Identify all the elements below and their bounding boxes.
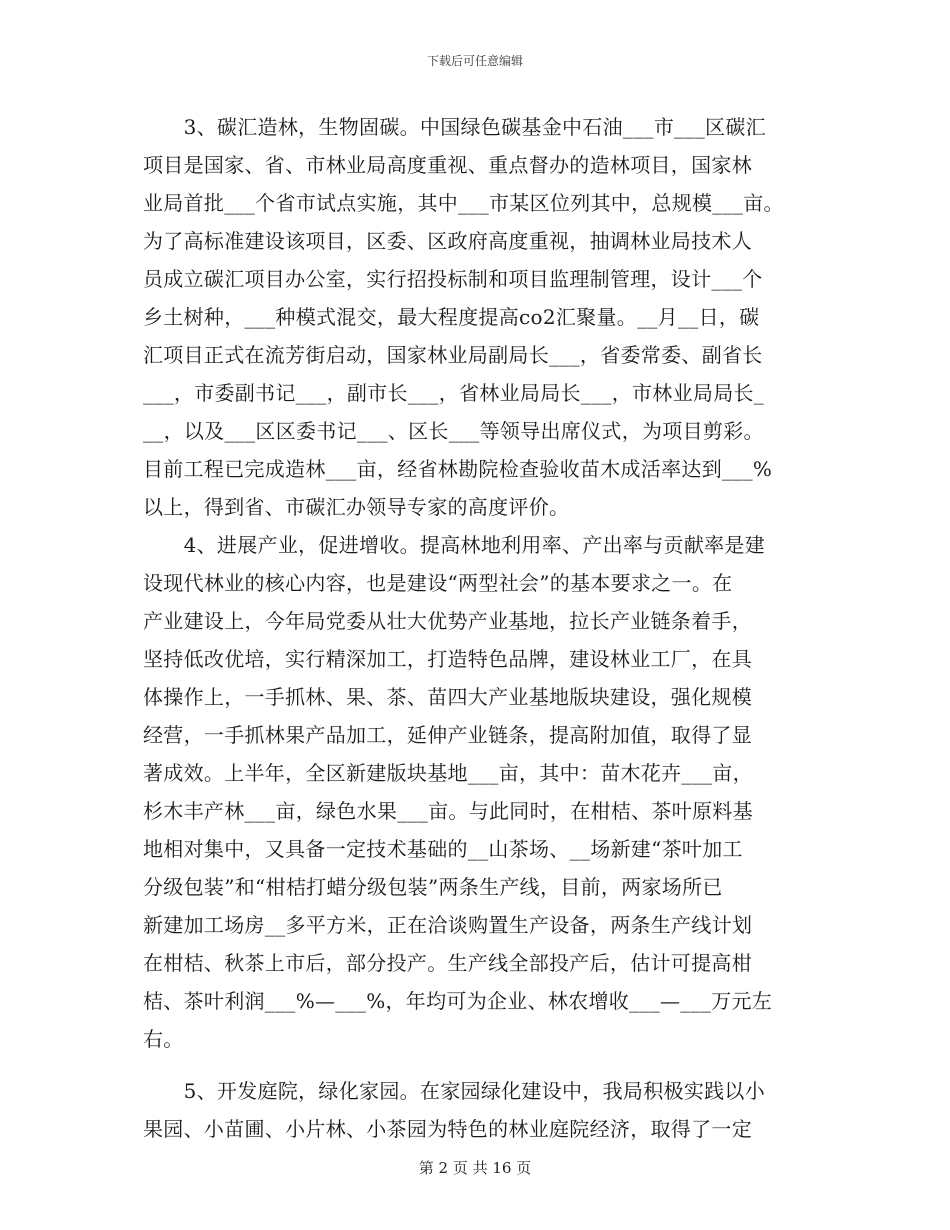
text-line: 目前工程已完成造林___亩，经省林勘院检查验收苗木成活率达到___% — [143, 457, 773, 481]
text-line: 桔、茶叶利润___%—___%，年均可为企业、林农增收___—___万元左 — [143, 989, 773, 1013]
page-footer: 第 2 页 共 16 页 — [418, 1159, 532, 1177]
text-line: 为了高标准建设该项目，区委、区政府高度重视，抽调林业局技术人 — [143, 229, 752, 253]
text-line: 乡土树种，___种模式混交，最大程度提高co2汇聚量。__月__日，碳 — [143, 305, 760, 329]
text-line: 产业建设上，今年局党委从壮大优势产业基地，拉长产业链条着手， — [143, 609, 752, 633]
text-line: 经营，一手抓林果产品加工，延伸产业链条，提高附加值，取得了显 — [143, 723, 752, 747]
text-line: 新建加工场房__多平方米，正在洽谈购置生产设备，两条生产线计划 — [143, 913, 753, 937]
text-line: 杉木丰产林___亩，绿色水果___亩。与此同时，在柑桔、茶叶原料基 — [143, 799, 753, 823]
text-line: 在柑桔、秋茶上市后，部分投产。生产线全部投产后，估计可提高柑 — [143, 951, 752, 975]
text-line: __，以及___区区委书记___、区长___等领导出席仪式，为项目剪彩。 — [143, 419, 764, 443]
text-line: 业局首批___个省市试点实施，其中___市某区位列其中，总规模___亩。 — [143, 191, 784, 215]
text-line: 体操作上，一手抓林、果、茶、苗四大产业基地版块建设，强化规模 — [143, 685, 752, 709]
text-line: 员成立碳汇项目办公室，实行招投标制和项目监理制管理，设计___个 — [143, 267, 763, 291]
text-line: 5、开发庭院，绿化家园。在家园绿化建设中，我局积极实践以小 — [143, 1079, 766, 1103]
text-line: ___，市委副书记___，副市长___，省林业局局长___，市林业局局长_ — [143, 381, 765, 405]
text-line: 汇项目正式在流芳街启动，国家林业局副局长___，省委常委、副省长 — [143, 343, 763, 367]
text-line: 地相对集中，又具备一定技术基础的__山茶场、__场新建“茶叶加工 — [143, 837, 743, 861]
text-line: 坚持低改优培，实行精深加工，打造特色品牌，建设林业工厂，在具 — [143, 647, 752, 671]
text-line: 分级包装”和“柑桔打蜡分级包装”两条生产线，目前，两家场所已 — [143, 875, 723, 899]
paragraph-3-carbon-forestry — [143, 108, 823, 526]
text-line: 设现代林业的核心内容，也是建设“两型社会”的基本要求之一。在 — [143, 571, 733, 595]
paragraph-4-industry-development — [143, 526, 823, 1058]
text-line: 4、进展产业，促进增收。提高林地利用率、产出率与贡献率是建 — [143, 533, 766, 557]
text-line: 以上，得到省、市碳汇办领导专家的高度评价。 — [143, 495, 570, 519]
text-line: 右。 — [143, 1027, 184, 1051]
paragraph-5-courtyard-greening — [143, 1072, 823, 1148]
text-line: 项目是国家、省、市林业局高度重视、重点督办的造林项目，国家林 — [143, 153, 752, 177]
text-line: 3、碳汇造林，生物固碳。中国绿色碳基金中石油___市___区碳汇 — [143, 115, 766, 139]
paragraph-spacer — [143, 1058, 823, 1072]
text-line: 著成效。上半年，全区新建版块基地___亩，其中：苗木花卉___亩， — [143, 761, 753, 785]
text-line: 果园、小苗圃、小片林、小茶园为特色的林业庭院经济，取得了一定 — [143, 1117, 752, 1141]
document-body — [143, 108, 823, 1148]
page-header: 下载后可任意编辑 — [426, 54, 523, 68]
